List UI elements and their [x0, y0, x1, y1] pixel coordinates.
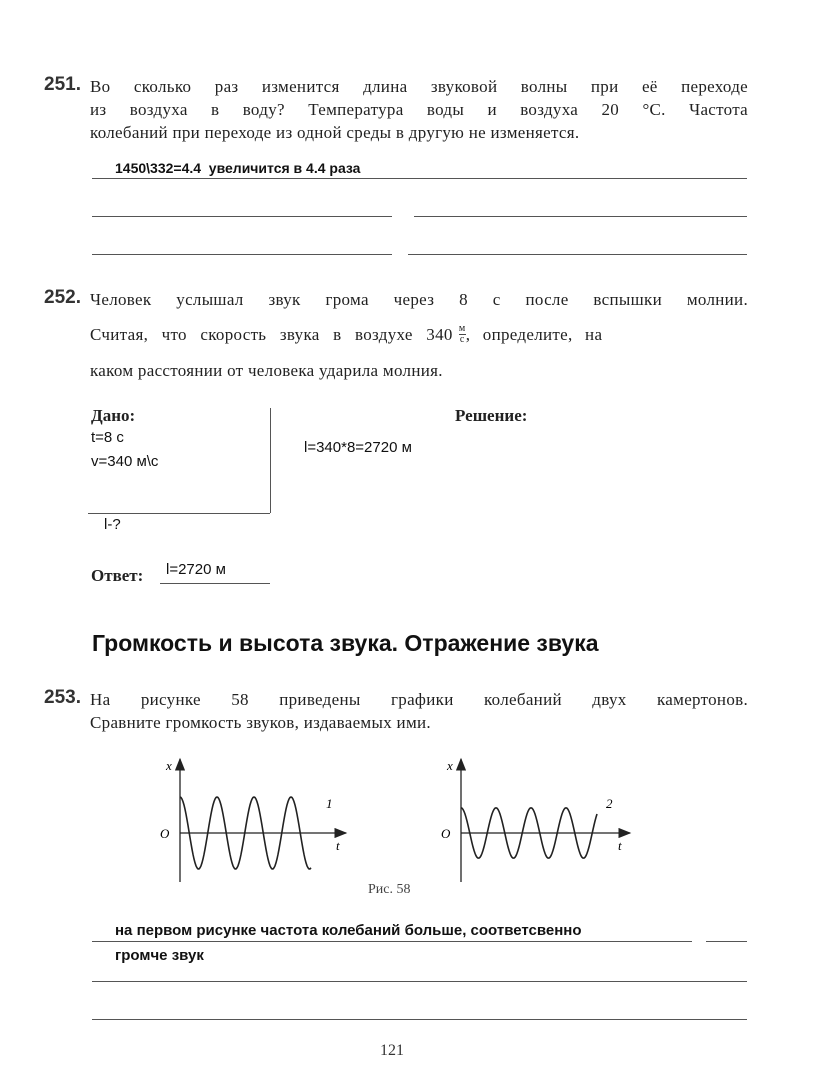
- graph-1-x-label: x: [166, 758, 172, 773]
- graph-1-number: 1: [326, 796, 333, 811]
- text-line: колебаний при переходе из одной среды в другую не изменяется.: [90, 123, 580, 142]
- problem-252-number: 252.: [44, 287, 81, 308]
- page-number: 121: [380, 1042, 404, 1059]
- text-line: , определите, на: [465, 325, 603, 344]
- answer-line: [92, 1019, 747, 1020]
- graph-2-t-label: t: [618, 838, 622, 853]
- find-value: l-?: [104, 516, 121, 533]
- graph-2: [441, 758, 630, 882]
- answer-label: Ответ:: [91, 566, 144, 585]
- problem-253-answer-line-2: громче звук: [115, 947, 204, 964]
- section-title: Громкость и высота звука. Отражение звука: [92, 630, 599, 656]
- text-line: Сравните громкость звуков, издаваемых ими.: [90, 713, 431, 732]
- text-line: На рисунке 58 приведены графики колебаний двух камертонов.: [90, 690, 748, 709]
- unit-denominator: с: [459, 334, 465, 345]
- graph-1-origin: O: [160, 826, 170, 841]
- unit-numerator: м: [458, 323, 466, 334]
- graph-2-number: 2: [606, 796, 613, 811]
- given-label: Дано:: [91, 406, 136, 425]
- answer-line: [706, 941, 747, 942]
- given-speed: v=340 м\с: [91, 453, 159, 470]
- text-line: из воздуха в воду? Температура воды и воздуха 20 °С. Частота: [90, 100, 748, 119]
- graph-1-t-label: t: [336, 838, 340, 853]
- solution-text: l=340*8=2720 м: [304, 439, 412, 456]
- problem-251-answer: 1450\332=4.4 увеличится в 4.4 раза: [115, 160, 361, 176]
- problem-251-number: 251.: [44, 74, 81, 95]
- text-line: каком расстоянии от человека ударила молния.: [90, 361, 443, 380]
- text-line: Считая, что скорость звука в воздухе 340: [90, 325, 453, 344]
- problem-253-number: 253.: [44, 687, 81, 708]
- answer-value: l=2720 м: [166, 561, 226, 578]
- graph-2-x-label: x: [447, 758, 453, 773]
- graph-1: [160, 758, 346, 882]
- text-line: Во сколько раз изменится длина звуковой волны при её переходе: [90, 77, 748, 96]
- graph-2-origin: O: [441, 826, 451, 841]
- answer-line: [92, 941, 692, 942]
- text-line: Человек услышал звук грома через 8 с после вспышки молнии.: [90, 290, 748, 309]
- figure-caption: Рис. 58: [368, 882, 411, 897]
- problem-253-answer-line-1: на первом рисунке частота колебаний больше, соответсвенно: [115, 922, 582, 939]
- solution-label: Решение:: [455, 406, 528, 425]
- given-time: t=8 c: [91, 429, 124, 446]
- answer-line: [92, 981, 747, 982]
